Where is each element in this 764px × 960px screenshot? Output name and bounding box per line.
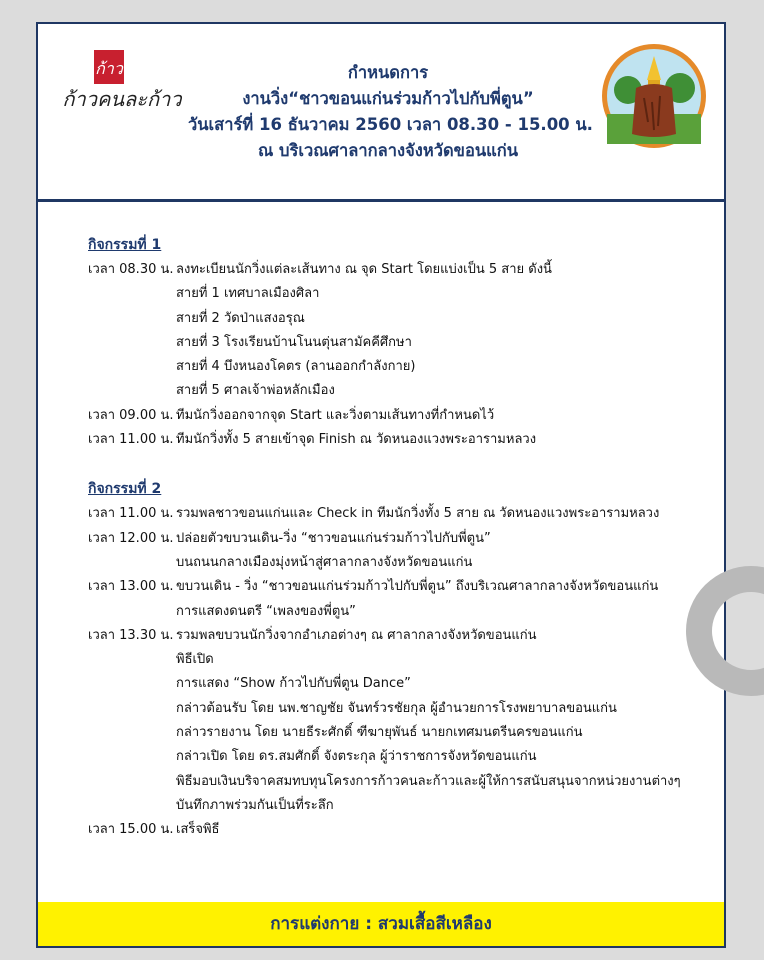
schedule-row	[88, 502, 718, 526]
schedule-body	[88, 232, 718, 843]
row-text: บันทึกภาพร่วมกันเป็นที่ระลึก	[176, 797, 334, 813]
row-time	[88, 379, 176, 403]
title-block	[188, 60, 593, 164]
schedule-row	[88, 379, 718, 403]
schedule-row	[88, 428, 718, 452]
row-text: พิธีมอบเงินบริจาคสมทบทุนโครงการก้าวคนละก้าวและผู้ให้การสนับสนุนจากหน่วยงานต่างๆ	[176, 773, 681, 789]
row-text: ทีมนักวิ่งทั้ง 5 สายเข้าจุด Finish ณ วัดหนองแวงพระอารามหลวง	[176, 432, 537, 448]
schedule-row	[88, 697, 718, 721]
row-text: ทีมนักวิ่งออกจากจุด Start และวิ่งตามเส้นทางที่กำหนดไว้	[176, 407, 495, 423]
activity-2-title: กิจกรรมที่ 2	[88, 481, 162, 498]
event-date-time: วันเสาร์ที่ 16 ธันวาคม 2560 เวลา 08.30 - 15.00 น.	[188, 115, 593, 134]
row-time: เวลา 11.00 น.	[88, 432, 174, 448]
schedule-row	[88, 745, 718, 769]
row-text: พิธีเปิด	[176, 652, 214, 668]
row-time	[88, 794, 176, 818]
row-text: ลงทะเบียนนักวิ่งแต่ละเส้นทาง ณ จุด Start โดยแบ่งเป็น 5 สาย ดังนี้	[176, 262, 552, 277]
schedule-row	[88, 672, 718, 696]
row-text: สายที่ 2 วัดป่าแสงอรุณ	[176, 310, 305, 326]
row-time	[88, 721, 176, 745]
schedule-heading: กำหนดการ	[347, 63, 429, 82]
row-time	[88, 697, 176, 721]
schedule-row	[88, 600, 718, 624]
row-time: เวลา 15.00 น.	[88, 822, 174, 838]
row-text: การแสดงดนตรี “เพลงของพี่ตูน”	[176, 603, 356, 619]
row-text: เสร็จพิธี	[176, 822, 220, 838]
row-time	[88, 672, 176, 696]
schedule-row	[88, 355, 718, 379]
row-text: กล่าวเปิด โดย ดร.สมศักดิ์ จังตระกุล ผู้ว่าราชการจังหวัดขอนแก่น	[176, 749, 537, 765]
row-time: เวลา 13.00 น.	[88, 579, 174, 595]
schedule-row	[88, 624, 718, 648]
kao-kon-la-kao-logo	[56, 46, 188, 116]
row-text: สายที่ 5 ศาลเจ้าพ่อหลักเมือง	[176, 383, 335, 399]
row-text: สายที่ 1 เทศบาลเมืองศิลา	[176, 286, 320, 302]
schedule-row	[88, 404, 718, 428]
row-time	[88, 648, 176, 672]
row-time	[88, 355, 176, 379]
schedule-row	[88, 282, 718, 306]
row-text: กล่าวรายงาน โดย นายธีระศักดิ์ ฑีฆายุพันธ์ นายกเทศมนตรีนครขอนแก่น	[176, 725, 583, 741]
schedule-row	[88, 648, 718, 672]
khon-kaen-province-seal	[600, 42, 708, 150]
schedule-row	[88, 307, 718, 331]
event-location: ณ บริเวณศาลากลางจังหวัดขอนแก่น	[257, 141, 519, 160]
logo-text: ก้าวคนละก้าว	[62, 87, 182, 111]
row-text: ขบวนเดิน - วิ่ง “ชาวขอนแก่นร่วมก้าวไปกับพี่ตูน” ถึงบริเวณศาลากลางจังหวัดขอนแก่น	[176, 579, 659, 595]
row-text: บนถนนกลางเมืองมุ่งหน้าสู่ศาลากลางจังหวัดขอนแก่น	[176, 554, 473, 570]
schedule-row	[88, 575, 718, 599]
row-time: เวลา 08.30 น.	[88, 262, 174, 277]
row-text: สายที่ 4 บึงหนองโคตร (ลานออกกำลังกาย)	[176, 359, 416, 375]
row-time	[88, 307, 176, 331]
schedule-row	[88, 258, 718, 282]
row-time: เวลา 11.00 น.	[88, 506, 174, 522]
svg-text:ก้าว: ก้าว	[95, 59, 123, 78]
activity-1-rows	[88, 258, 718, 452]
schedule-row	[88, 770, 718, 794]
schedule-row	[88, 794, 718, 818]
row-text: กล่าวต้อนรับ โดย นพ.ชาญชัย จันทร์วรชัยกุล ผู้อำนวยการโรงพยาบาลขอนแก่น	[176, 700, 617, 716]
row-text: รวมพลขบวนนักวิ่งจากอำเภอต่างๆ ณ ศาลากลางจังหวัดขอนแก่น	[176, 627, 537, 643]
row-time: เวลา 09.00 น.	[88, 407, 174, 423]
row-time	[88, 600, 176, 624]
row-text: ปล่อยตัวขบวนเดิน-วิ่ง “ชาวขอนแก่นร่วมก้าวไปกับพี่ตูน”	[176, 530, 491, 546]
schedule-row	[88, 721, 718, 745]
row-text: สายที่ 3 โรงเรียนบ้านโนนตุ่นสามัคคีศึกษา	[176, 334, 412, 350]
row-time	[88, 745, 176, 769]
row-time	[88, 282, 176, 306]
activity-2-rows	[88, 502, 718, 842]
row-time	[88, 331, 176, 355]
row-time: เวลา 13.30 น.	[88, 627, 174, 643]
schedule-row	[88, 331, 718, 355]
row-time	[88, 770, 176, 794]
row-time	[88, 551, 176, 575]
schedule-sheet	[36, 22, 726, 948]
header	[38, 24, 724, 202]
row-time: เวลา 12.00 น.	[88, 530, 174, 546]
schedule-row	[88, 527, 718, 551]
row-text: การแสดง “Show ก้าวไปกับพี่ตูน Dance”	[176, 676, 411, 692]
activity-1-title: กิจกรรมที่ 1	[88, 237, 162, 253]
schedule-row	[88, 818, 718, 842]
schedule-row	[88, 551, 718, 575]
row-text: รวมพลชาวขอนแก่นและ Check in ทีมนักวิ่งทั้ง 5 สาย ณ วัดหนองแวงพระอารามหลวง	[176, 506, 660, 522]
event-name: งานวิ่ง“ชาวขอนแก่นร่วมก้าวไปกับพี่ตูน”	[242, 89, 534, 108]
dress-code-banner: การแต่งกาย : สวมเสื้อสีเหลือง	[38, 902, 724, 946]
